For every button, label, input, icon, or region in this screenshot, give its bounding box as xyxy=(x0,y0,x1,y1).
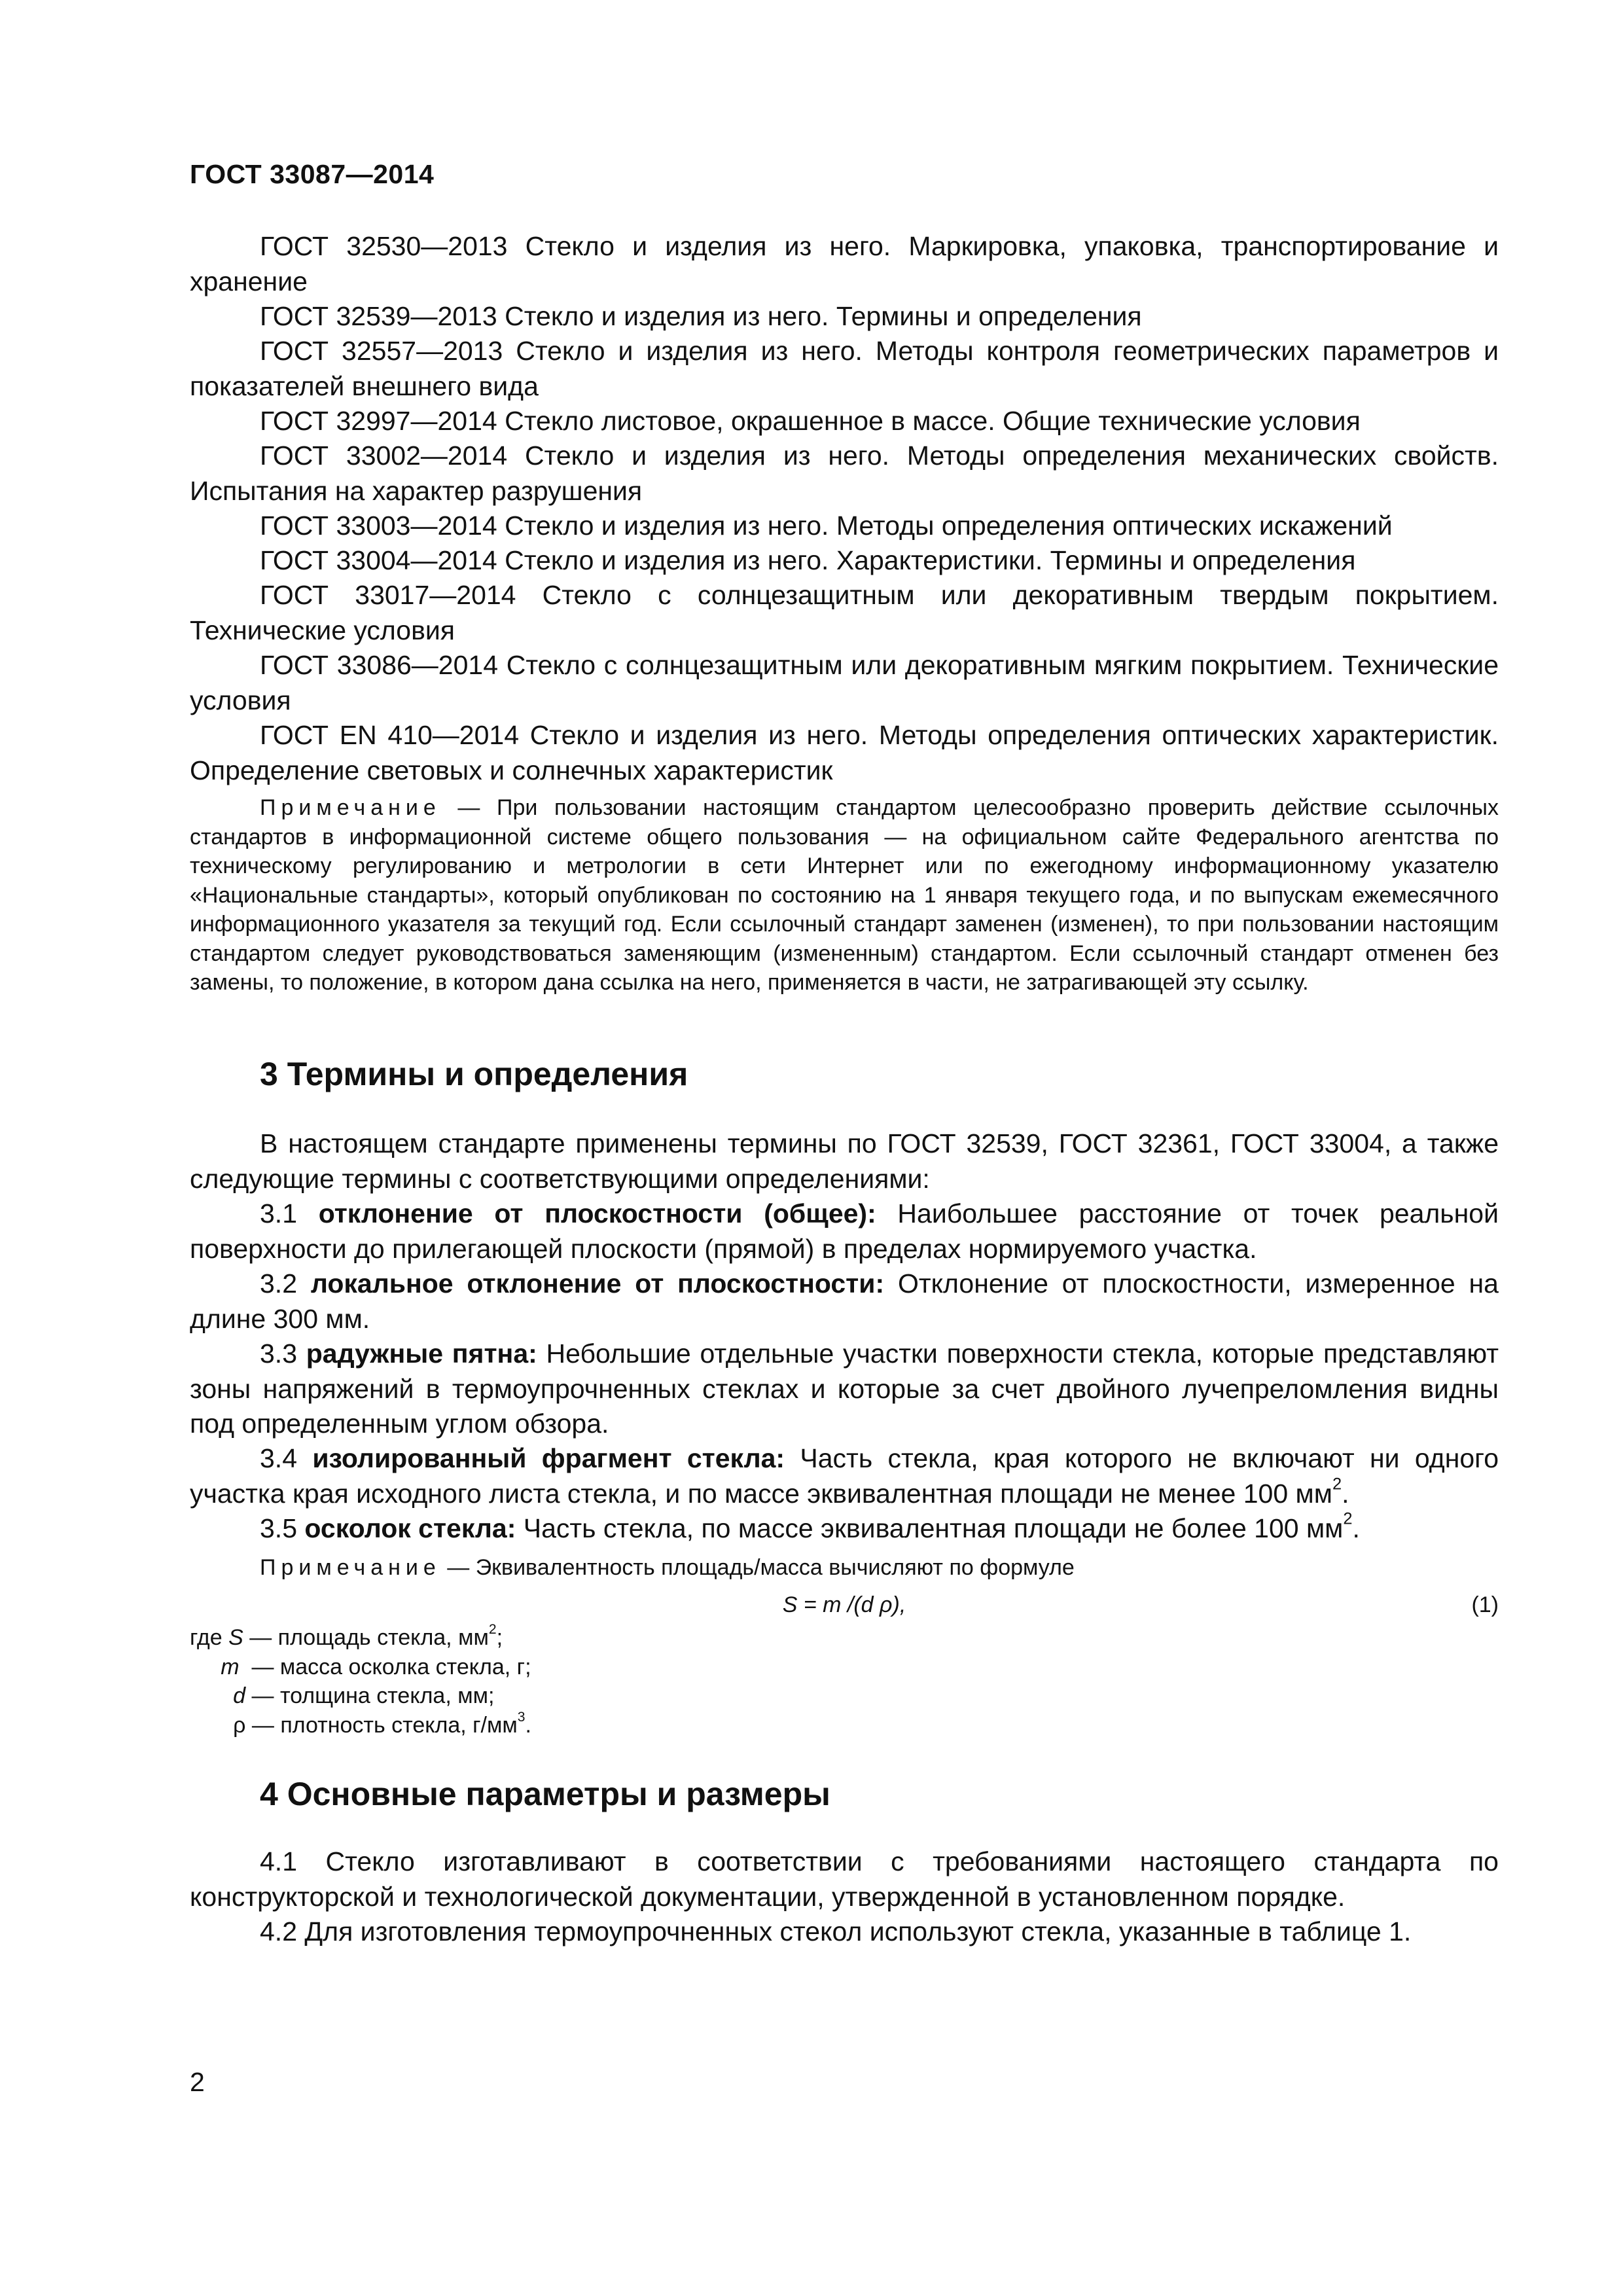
reference-item: ГОСТ 32539—2013 Стекло и изделия из него. Термины и определения xyxy=(260,301,1142,331)
superscript: 3 xyxy=(517,1709,526,1725)
term-number: 3.3 xyxy=(260,1338,306,1369)
variable-tail: . xyxy=(525,1712,531,1738)
reference-item: ГОСТ 33002—2014 Стекло и изделия из него. Методы определения механических свойств. Испытания на характер разрушения xyxy=(190,440,1499,506)
reference-item: ГОСТ 32997—2014 Стекло листовое, окрашенное в массе. Общие технические условия xyxy=(260,406,1361,436)
section-3-title: 3 Термины и определения xyxy=(260,1056,688,1092)
note-references xyxy=(190,793,1499,997)
note-label: Примечание xyxy=(260,795,441,820)
section-4-title: 4 Основные параметры и размеры xyxy=(260,1776,830,1812)
reference-item: ГОСТ EN 410—2014 Стекло и изделия из него. Методы определения оптических характеристик. Определение световых и солнечных характеристик xyxy=(190,720,1499,785)
variable-prefix xyxy=(190,1655,221,1679)
variable-prefix xyxy=(190,1713,233,1738)
term-definition xyxy=(190,1196,1499,1266)
term-number: 3.5 xyxy=(260,1513,305,1543)
reference-item: ГОСТ 33003—2014 Стекло и изделия из него. Методы определения оптических искажений xyxy=(260,511,1393,541)
term-text: Часть стекла, по массе эквивалентная площади не более 100 мм xyxy=(516,1513,1344,1543)
superscript: 2 xyxy=(488,1622,497,1638)
formula-line xyxy=(190,1590,1499,1619)
formula: S = m /(d ρ), xyxy=(782,1592,906,1617)
variable-line xyxy=(190,1711,531,1740)
variable-symbol: m xyxy=(221,1654,240,1679)
variable-text: — площадь стекла, мм xyxy=(243,1625,489,1650)
term-tail: . xyxy=(1352,1513,1360,1543)
term-tail: . xyxy=(1342,1478,1349,1509)
term-name: локальное отклонение от плоскостности: xyxy=(310,1268,885,1299)
variable-symbol: S xyxy=(228,1625,243,1650)
term-text: Отклонение от плоскостности, измеренное на длине 300 мм. xyxy=(190,1268,1499,1334)
variable-line xyxy=(190,1653,531,1682)
variable-line xyxy=(190,1681,531,1711)
term-definition xyxy=(190,1336,1499,1442)
variable-tail: ; xyxy=(496,1625,503,1650)
formula-number: (1) xyxy=(1471,1592,1499,1617)
variable-text: — толщина стекла, мм; xyxy=(245,1683,495,1708)
section-3-intro: В настоящем стандарте применены термины по ГОСТ 32539, ГОСТ 32361, ГОСТ 33004, а также следующие термины с соответствующими определениями: xyxy=(190,1128,1499,1194)
term-text: Часть стекла, края которого не включают ни одного участка края исходного листа стекла, и по массе эквивалентная площади не менее 100 мм xyxy=(190,1443,1499,1509)
term-text: Небольшие отдельные участки поверхности стекла, которые представляют зоны напряжений в термоупрочненных стеклах и которые за счет двойного лучепреломления видны под определенным углом обзора. xyxy=(190,1338,1499,1439)
term-name: осколок стекла: xyxy=(304,1513,516,1543)
reference-item: ГОСТ 32557—2013 Стекло и изделия из него. Методы контроля геометрических параметров и показателей внешнего вида xyxy=(190,336,1499,401)
note-label: Примечание xyxy=(260,1555,441,1580)
term-number: 3.4 xyxy=(260,1443,313,1473)
variable-text: — масса осколка стекла, г; xyxy=(239,1654,531,1679)
document-header: ГОСТ 33087—2014 xyxy=(190,159,435,189)
reference-item: ГОСТ 33017—2014 Стекло с солнцезащитным или декоративным твердым покрытием. Технические условия xyxy=(190,580,1499,645)
reference-item: ГОСТ 33086—2014 Стекло с солнцезащитным или декоративным мягким покрытием. Технические условия xyxy=(190,650,1499,715)
term-name: изолированный фрагмент стекла: xyxy=(312,1443,785,1473)
superscript: 2 xyxy=(1343,1509,1353,1528)
section-4-paragraph: 4.1 Стекло изготавливают в соответствии с требованиями настоящего стандарта по конструкторской и технологической документации, утвержденной в установленном порядке. xyxy=(190,1846,1499,1912)
term-definition xyxy=(190,1511,1499,1547)
term-number: 3.2 xyxy=(260,1268,311,1299)
variable-text: — плотность стекла, г/мм xyxy=(245,1712,518,1738)
variable-prefix xyxy=(190,1683,233,1708)
term-name: отклонение от плоскостности (общее): xyxy=(318,1198,876,1229)
variable-symbol: d xyxy=(233,1683,246,1708)
page-number: 2 xyxy=(190,2067,205,2097)
variable-prefix: где xyxy=(190,1625,229,1650)
formula-variables xyxy=(190,1623,531,1740)
term-name: радужные пятна: xyxy=(306,1338,537,1369)
term-definition xyxy=(190,1266,1499,1336)
section-4-paragraph: 4.2 Для изготовления термоупрочненных стекол используют стекла, указанные в таблице 1. xyxy=(260,1916,1412,1946)
term-number: 3.1 xyxy=(260,1198,319,1229)
superscript: 2 xyxy=(1332,1475,1342,1494)
variable-symbol: ρ xyxy=(233,1712,246,1738)
term-definition xyxy=(190,1441,1499,1511)
note-formula xyxy=(190,1553,1499,1583)
reference-item: ГОСТ 33004—2014 Стекло и изделия из него. Характеристики. Термины и определения xyxy=(260,545,1356,575)
note-text: — Эквивалентность площадь/масса вычисляют по формуле xyxy=(440,1555,1075,1580)
reference-item: ГОСТ 32530—2013 Стекло и изделия из него. Маркировка, упаковка, транспортирование и хранение xyxy=(190,231,1499,296)
term-text: Наибольшее расстояние от точек реальной поверхности до прилегающей плоскости (прямой) в пределах нормируемого участка. xyxy=(190,1198,1499,1264)
note-text: — При пользовании настоящим стандартом целесообразно проверить действие ссылочных стандартов в информационной системе общего пользования — на официальном сайте Федерального агентства по техническому регулированию и метрологии в сети Интернет или по ежегодному информационному указателю «Национальные стандарты», который опубликован по состоянию на 1 января текущего года, и по выпускам ежемесячного информационного указателя за текущий год. Если ссылочный стандарт заменен (изменен), то при пользовании настоящим стандартом следует руководствоваться заменяющим (измененным) стандартом. Если ссылочный стандарт отменен без замены, то положение, в котором дана ссылка на него, применяется в части, не затрагивающей эту ссылку. xyxy=(190,795,1499,995)
variable-line xyxy=(190,1623,531,1653)
